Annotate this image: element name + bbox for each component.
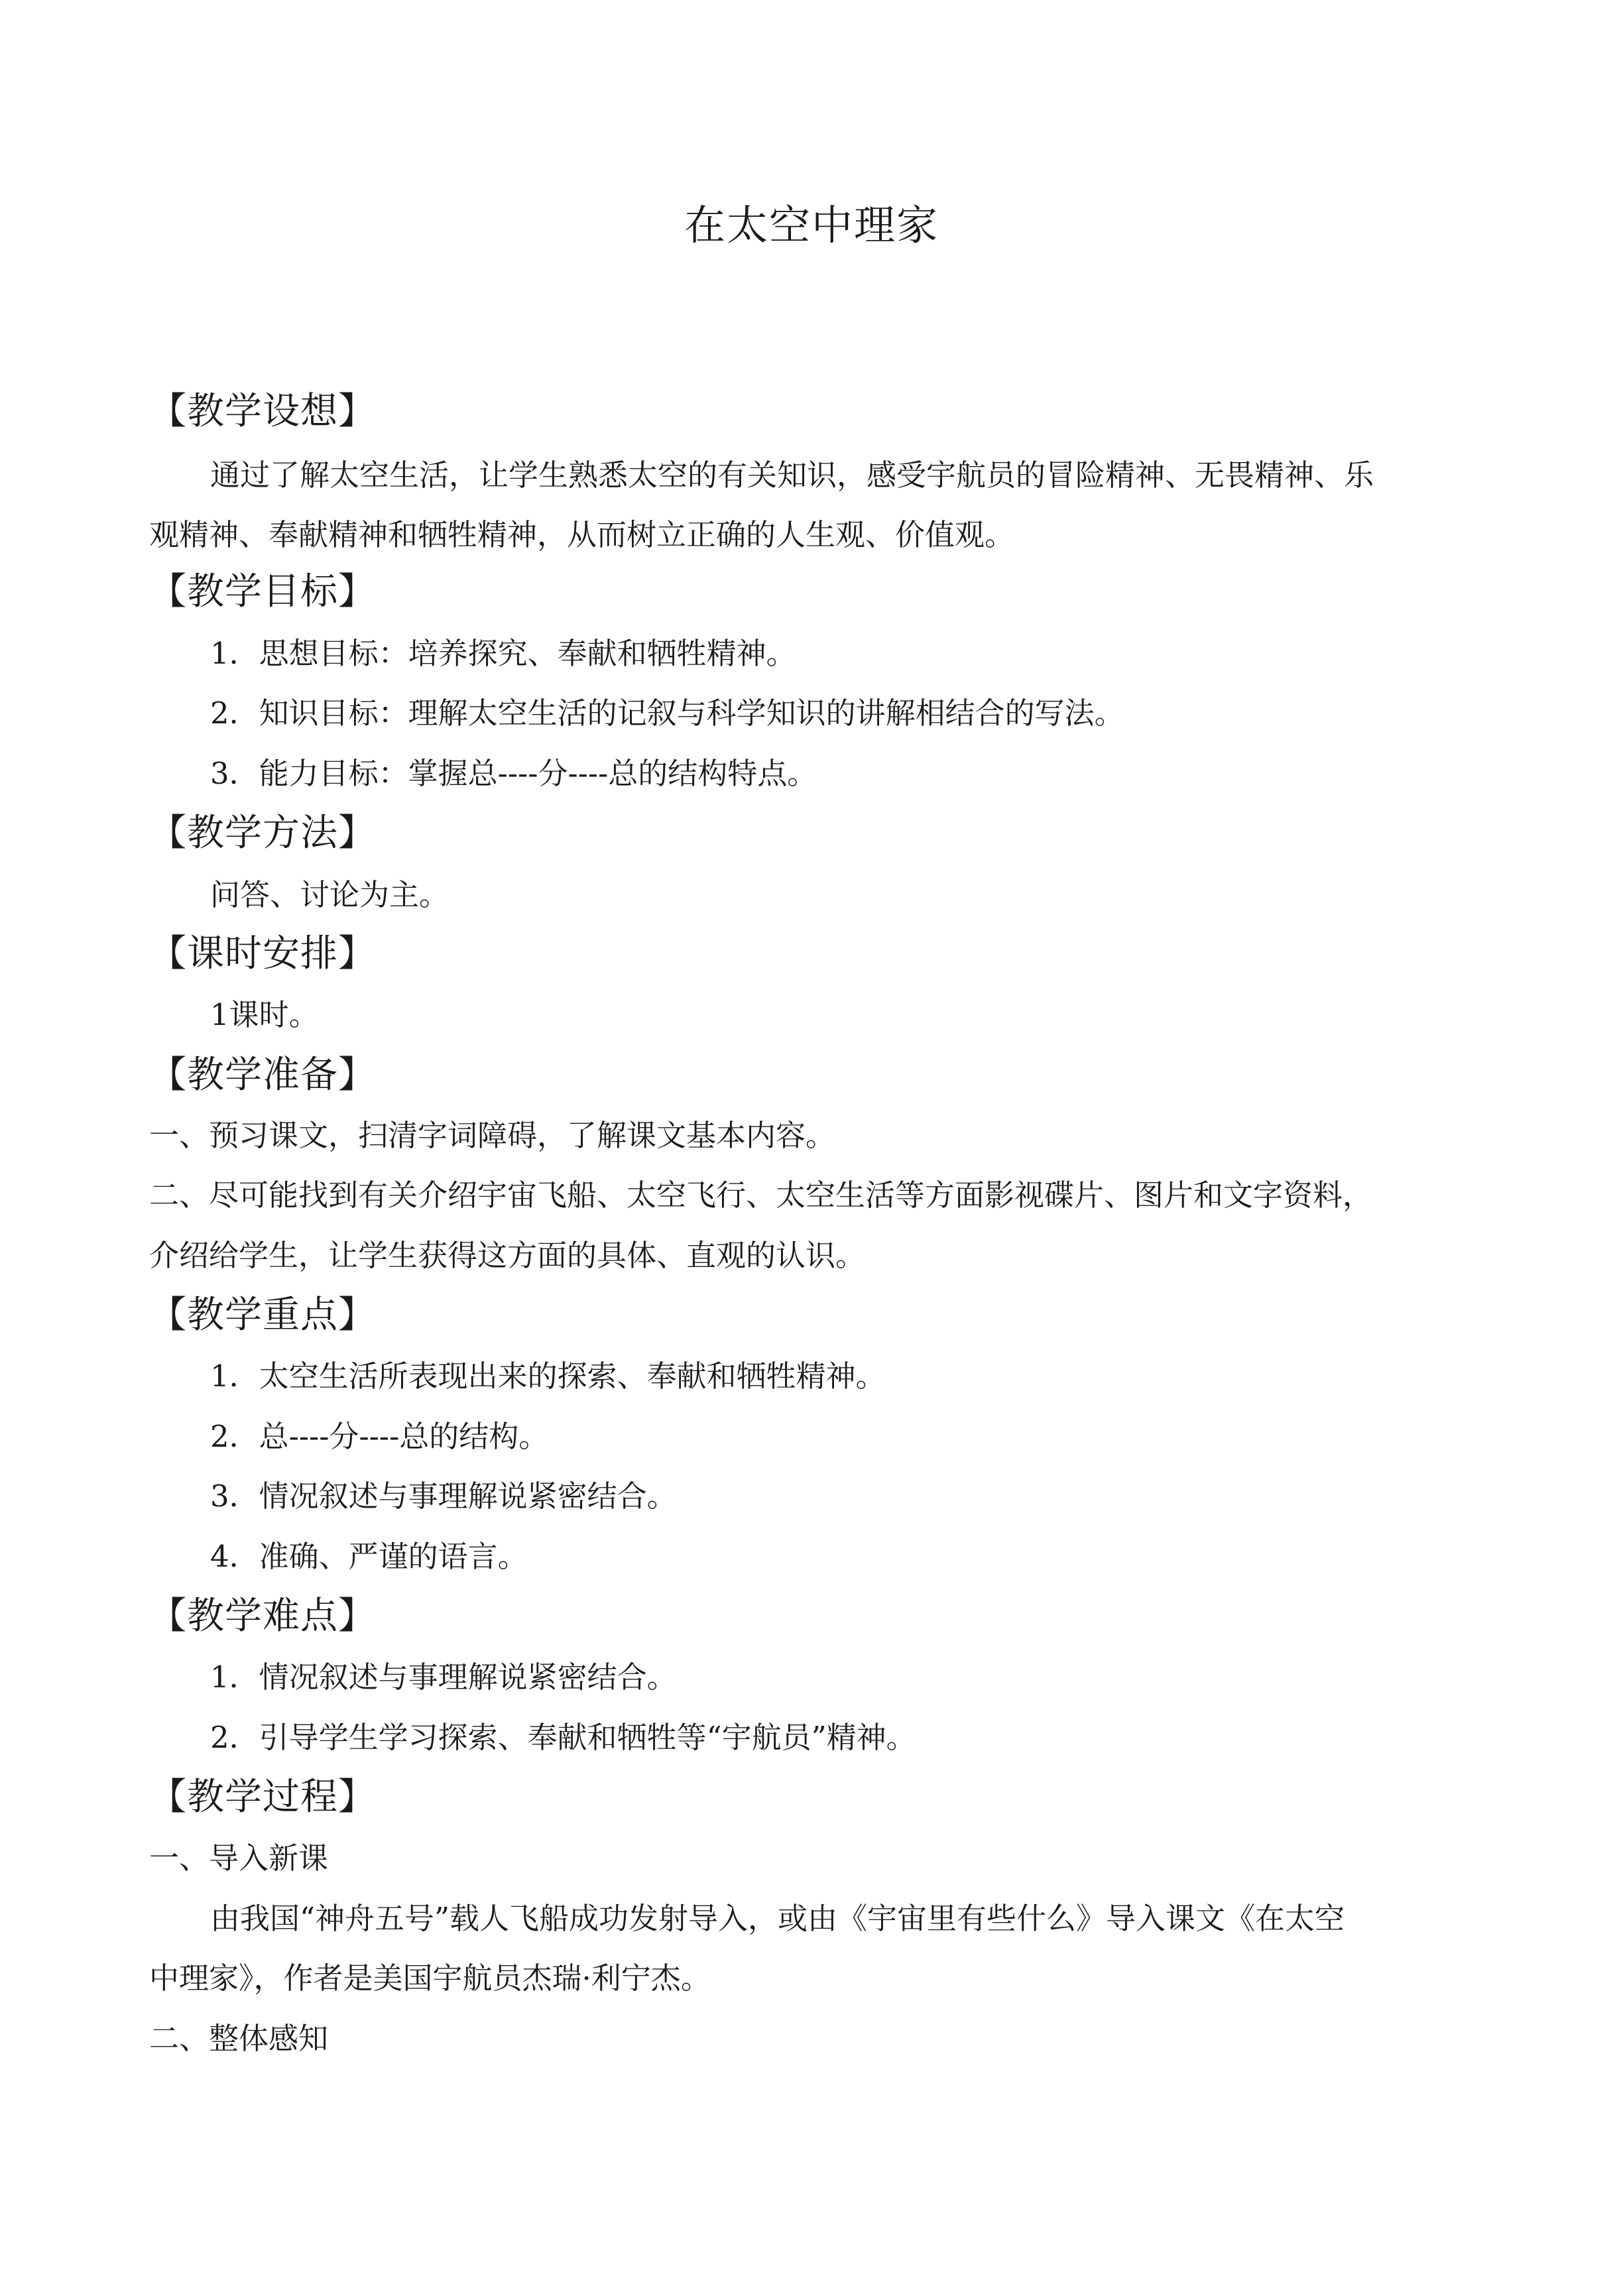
document-title: 在太空中理家 xyxy=(684,201,939,249)
heading-schedule: 【课时安排】 xyxy=(149,932,376,975)
heading-key-points: 【教学重点】 xyxy=(149,1294,376,1337)
paragraph-line: 1课时。 xyxy=(210,997,319,1032)
list-item: 一、预习课文，扫清字词障碍，了解课文基本内容。 xyxy=(149,1118,836,1153)
list-item: 二、尽可能找到有关介绍宇宙飞船、太空飞行、太空生活等方面影视碟片、图片和文字资料， xyxy=(149,1178,1373,1213)
paragraph-line: 介绍给学生，让学生获得这方面的具体、直观的认识。 xyxy=(149,1238,866,1273)
list-item: 1．思想目标：培养探究、奉献和牺牲精神。 xyxy=(210,636,796,671)
heading-difficulties: 【教学难点】 xyxy=(149,1595,376,1638)
paragraph-line: 中理家》，作者是美国宇航员杰瑞·利宁杰。 xyxy=(149,1961,711,1996)
list-item: 4．准确、严谨的语言。 xyxy=(210,1539,528,1574)
list-item: 1．太空生活所表现出来的探索、奉献和牺牲精神。 xyxy=(210,1359,886,1394)
subheading-step: 二、整体感知 xyxy=(149,2021,329,2056)
list-item: 2．引导学生学习探索、奉献和牺牲等“宇航员”精神。 xyxy=(210,1720,916,1755)
heading-teaching-goals: 【教学目标】 xyxy=(149,570,376,613)
heading-teaching-method: 【教学方法】 xyxy=(149,812,376,855)
heading-teaching-design: 【教学设想】 xyxy=(149,390,376,433)
heading-teaching-process: 【教学过程】 xyxy=(149,1776,376,1819)
list-item: 3．能力目标：掌握总----分----总的结构特点。 xyxy=(210,756,817,791)
list-item: 2．总----分----总的结构。 xyxy=(210,1419,549,1454)
paragraph-line: 问答、讨论为主。 xyxy=(210,877,450,912)
paragraph-line: 通过了解太空生活，让学生熟悉太空的有关知识，感受宇航员的冒险精神、无畏精神、乐 xyxy=(210,457,1374,493)
subheading-step: 一、导入新课 xyxy=(149,1841,329,1876)
list-item: 2．知识目标：理解太空生活的记叙与科学知识的讲解相结合的写法。 xyxy=(210,695,1124,731)
heading-preparation: 【教学准备】 xyxy=(149,1054,376,1097)
list-item: 1．情况叙述与事理解说紧密结合。 xyxy=(210,1660,677,1695)
paragraph-line: 由我国“神舟五号”载人飞船成功发射导入，或由《宇宙里有些什么》导入课文《在太空 xyxy=(210,1901,1345,1936)
paragraph-line: 观精神、奉献精神和牺牲精神，从而树立正确的人生观、价值观。 xyxy=(149,517,1015,552)
list-item: 3．情况叙述与事理解说紧密结合。 xyxy=(210,1479,677,1514)
